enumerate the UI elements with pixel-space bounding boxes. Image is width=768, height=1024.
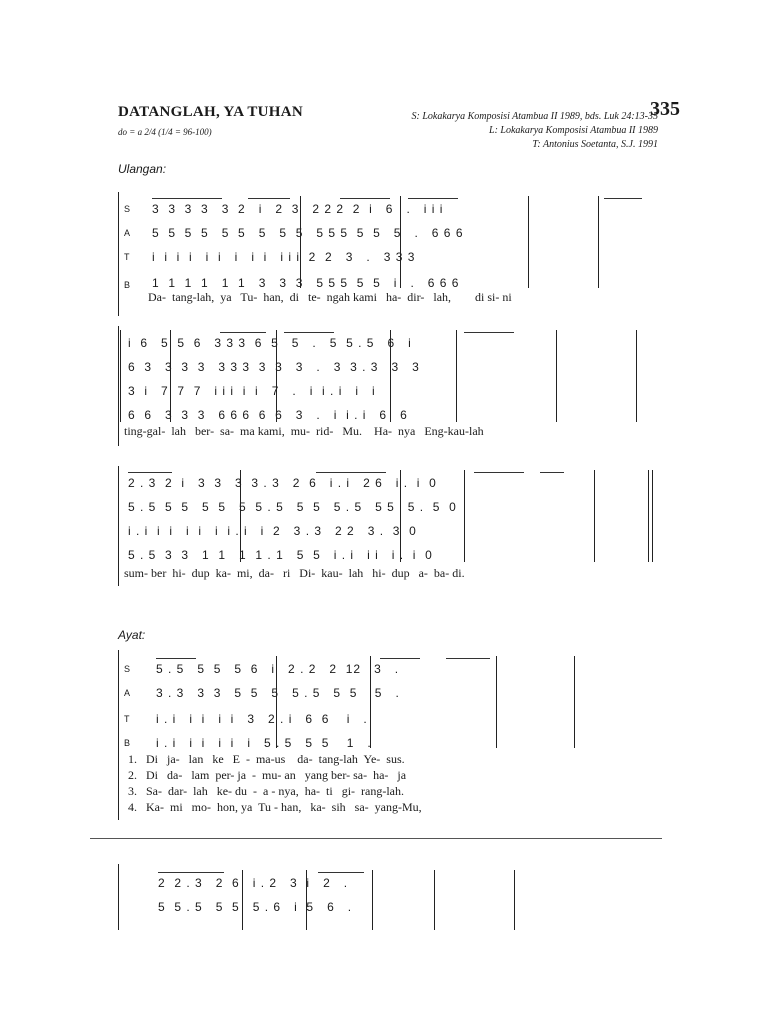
notes-tenor: i . i i i i i i i . i i 2 3 . 3 2 2 3 . 3 0 [128,524,417,538]
credit-music: L: Lokakarya Komposisi Atambua II 1989 [489,125,658,136]
song-title: DATANGLAH, YA TUHAN [118,104,304,120]
notes-bass: 1 1 1 1 1 1 3 3 3 5 5 5 5 5 i . 6 6 6 [152,276,460,290]
notes-bass: 6 6 3 3 3 6 6 6 6 6 3 . i i . i 6 6 [128,408,408,422]
barline [434,870,435,930]
notes-soprano: i 6 5 5 6 3 3 3 6 5 5 . 5 5 . 5 6 i [128,336,412,350]
barline [276,656,277,748]
barline [574,656,575,748]
barline [240,470,241,562]
beam [604,198,642,199]
beam [156,658,196,659]
system-brace [118,864,119,930]
barline [594,470,595,562]
beam [158,872,224,873]
verse-2: 2. Di da- lam per- ja - mu- an yang ber- sa- ha- ja [128,768,407,782]
voice-label-a: A [124,228,131,238]
tempo-marking: do = a 2/4 (1/4 = 96-100) [118,127,212,137]
verse-3: 3. Sa- dar- lah ke- du - a - nya, ha- ti gi- rang-lah. [128,784,404,798]
final-barline [652,470,653,562]
system-brace [118,192,119,316]
barline [556,330,557,422]
barline [300,196,301,288]
notes-alto: 3 . 3 3 3 5 5 5 5 . 5 5 5 5 . [156,686,400,700]
voice-label-s: S [124,664,131,674]
voice-label-s: S [124,204,131,214]
beam [248,198,290,199]
verse-4: 4. Ka- mi mo- hon, ya Tu - han, ka- sih sa- yang-Mu, [128,800,422,814]
voice-label-b: B [124,280,131,290]
notes-alto: 5 5 5 5 5 5 5 5 5 5 5 5 5 5 5 . 6 6 6 [152,226,464,240]
notes-soprano: 2 2 . 3 2 6 i . 2 3 i 2 . [158,876,349,890]
notes-soprano: 2 . 3 2 i 3 3 3 3 . 3 2 6 i . i 2 6 i . i 0 [128,476,437,490]
barline [400,470,401,562]
beam [474,472,524,473]
section-ulangan: Ulangan: [118,162,167,176]
voice-label-t: T [124,714,130,724]
section-divider [90,838,662,839]
barline [276,330,277,422]
credit-lyrics: T: Antonius Soetanta, S.J. 1991 [532,139,658,150]
beam [152,198,222,199]
notes-tenor: i i i i i i i i i i i i 2 2 3 . 3 3 3 [152,250,416,264]
beam [540,472,564,473]
beam [284,332,334,333]
lyric-line: ting-gal- lah ber- sa- ma kami, mu- rid- Mu. Ha- nya Eng-kau-lah [124,424,484,438]
credits [412,110,658,152]
beam [316,472,386,473]
barline [464,470,465,562]
barline [370,656,371,748]
barline [390,330,391,422]
final-barline [648,470,649,562]
barline [496,656,497,748]
barline [400,196,401,288]
system-brace [118,650,119,820]
barline [598,196,599,288]
credit-text: S: Lokakarya Komposisi Atambua II 1989, bds. Luk 24:13-35 [411,111,658,122]
verse-1: 1. Di ja- lan ke E - ma-us da- tang-lah Ye- sus. [128,752,405,766]
notes-soprano: 3 3 3 3 3 2 i 2 3 2 2 2 2 i 6 . i i i [152,202,444,216]
barline [528,196,529,288]
notes-alto: 6 3 3 3 3 3 3 3 3 3 3 . 3 3 . 3 3 3 [128,360,420,374]
beam [340,198,390,199]
lyric-line: Da- tang-lah, ya Tu- han, di te- ngah kami ha- dir- lah, di si- ni [148,290,512,304]
system-brace [118,326,119,446]
barline [120,330,121,422]
system-brace [118,466,119,586]
barline [306,870,307,930]
notes-tenor: i . i i i i i 3 2 . i 6 6 i . [156,712,368,726]
barline [372,870,373,930]
beam [318,872,364,873]
voice-label-b: B [124,738,131,748]
barline [514,870,515,930]
notes-alto: 5 5 . 5 5 5 5 . 6 i 5 6 . [158,900,353,914]
notes-tenor: 3 i 7 7 7 i i i i i 7 . i i . i i i [128,384,376,398]
beam [446,658,490,659]
barline [170,330,171,422]
beam [408,198,458,199]
beam [220,332,266,333]
voice-label-t: T [124,252,130,262]
barline [242,870,243,930]
page-number: 335 [650,98,680,120]
notes-alto: 5 . 5 5 5 5 5 5 5 . 5 5 5 5 . 5 5 5 5 . 5 0 [128,500,457,514]
barline [456,330,457,422]
lyric-line: sum- ber hi- dup ka- mi, da- ri Di- kau- lah hi- dup a- ba- di. [124,566,465,580]
beam [464,332,514,333]
section-ayat: Ayat: [118,628,146,642]
notes-bass: 5 . 5 3 3 1 1 1 1 . 1 5 5 i . i i i i . i 0 [128,548,433,562]
notes-soprano: 5 . 5 5 5 5 6 i 2 . 2 2 12 3 . [156,662,400,676]
notes-bass: i . i i i i i i 5 . 5 5 5 1 . [156,736,372,750]
barline [636,330,637,422]
voice-label-a: A [124,688,131,698]
beam [380,658,420,659]
beam [128,472,172,473]
